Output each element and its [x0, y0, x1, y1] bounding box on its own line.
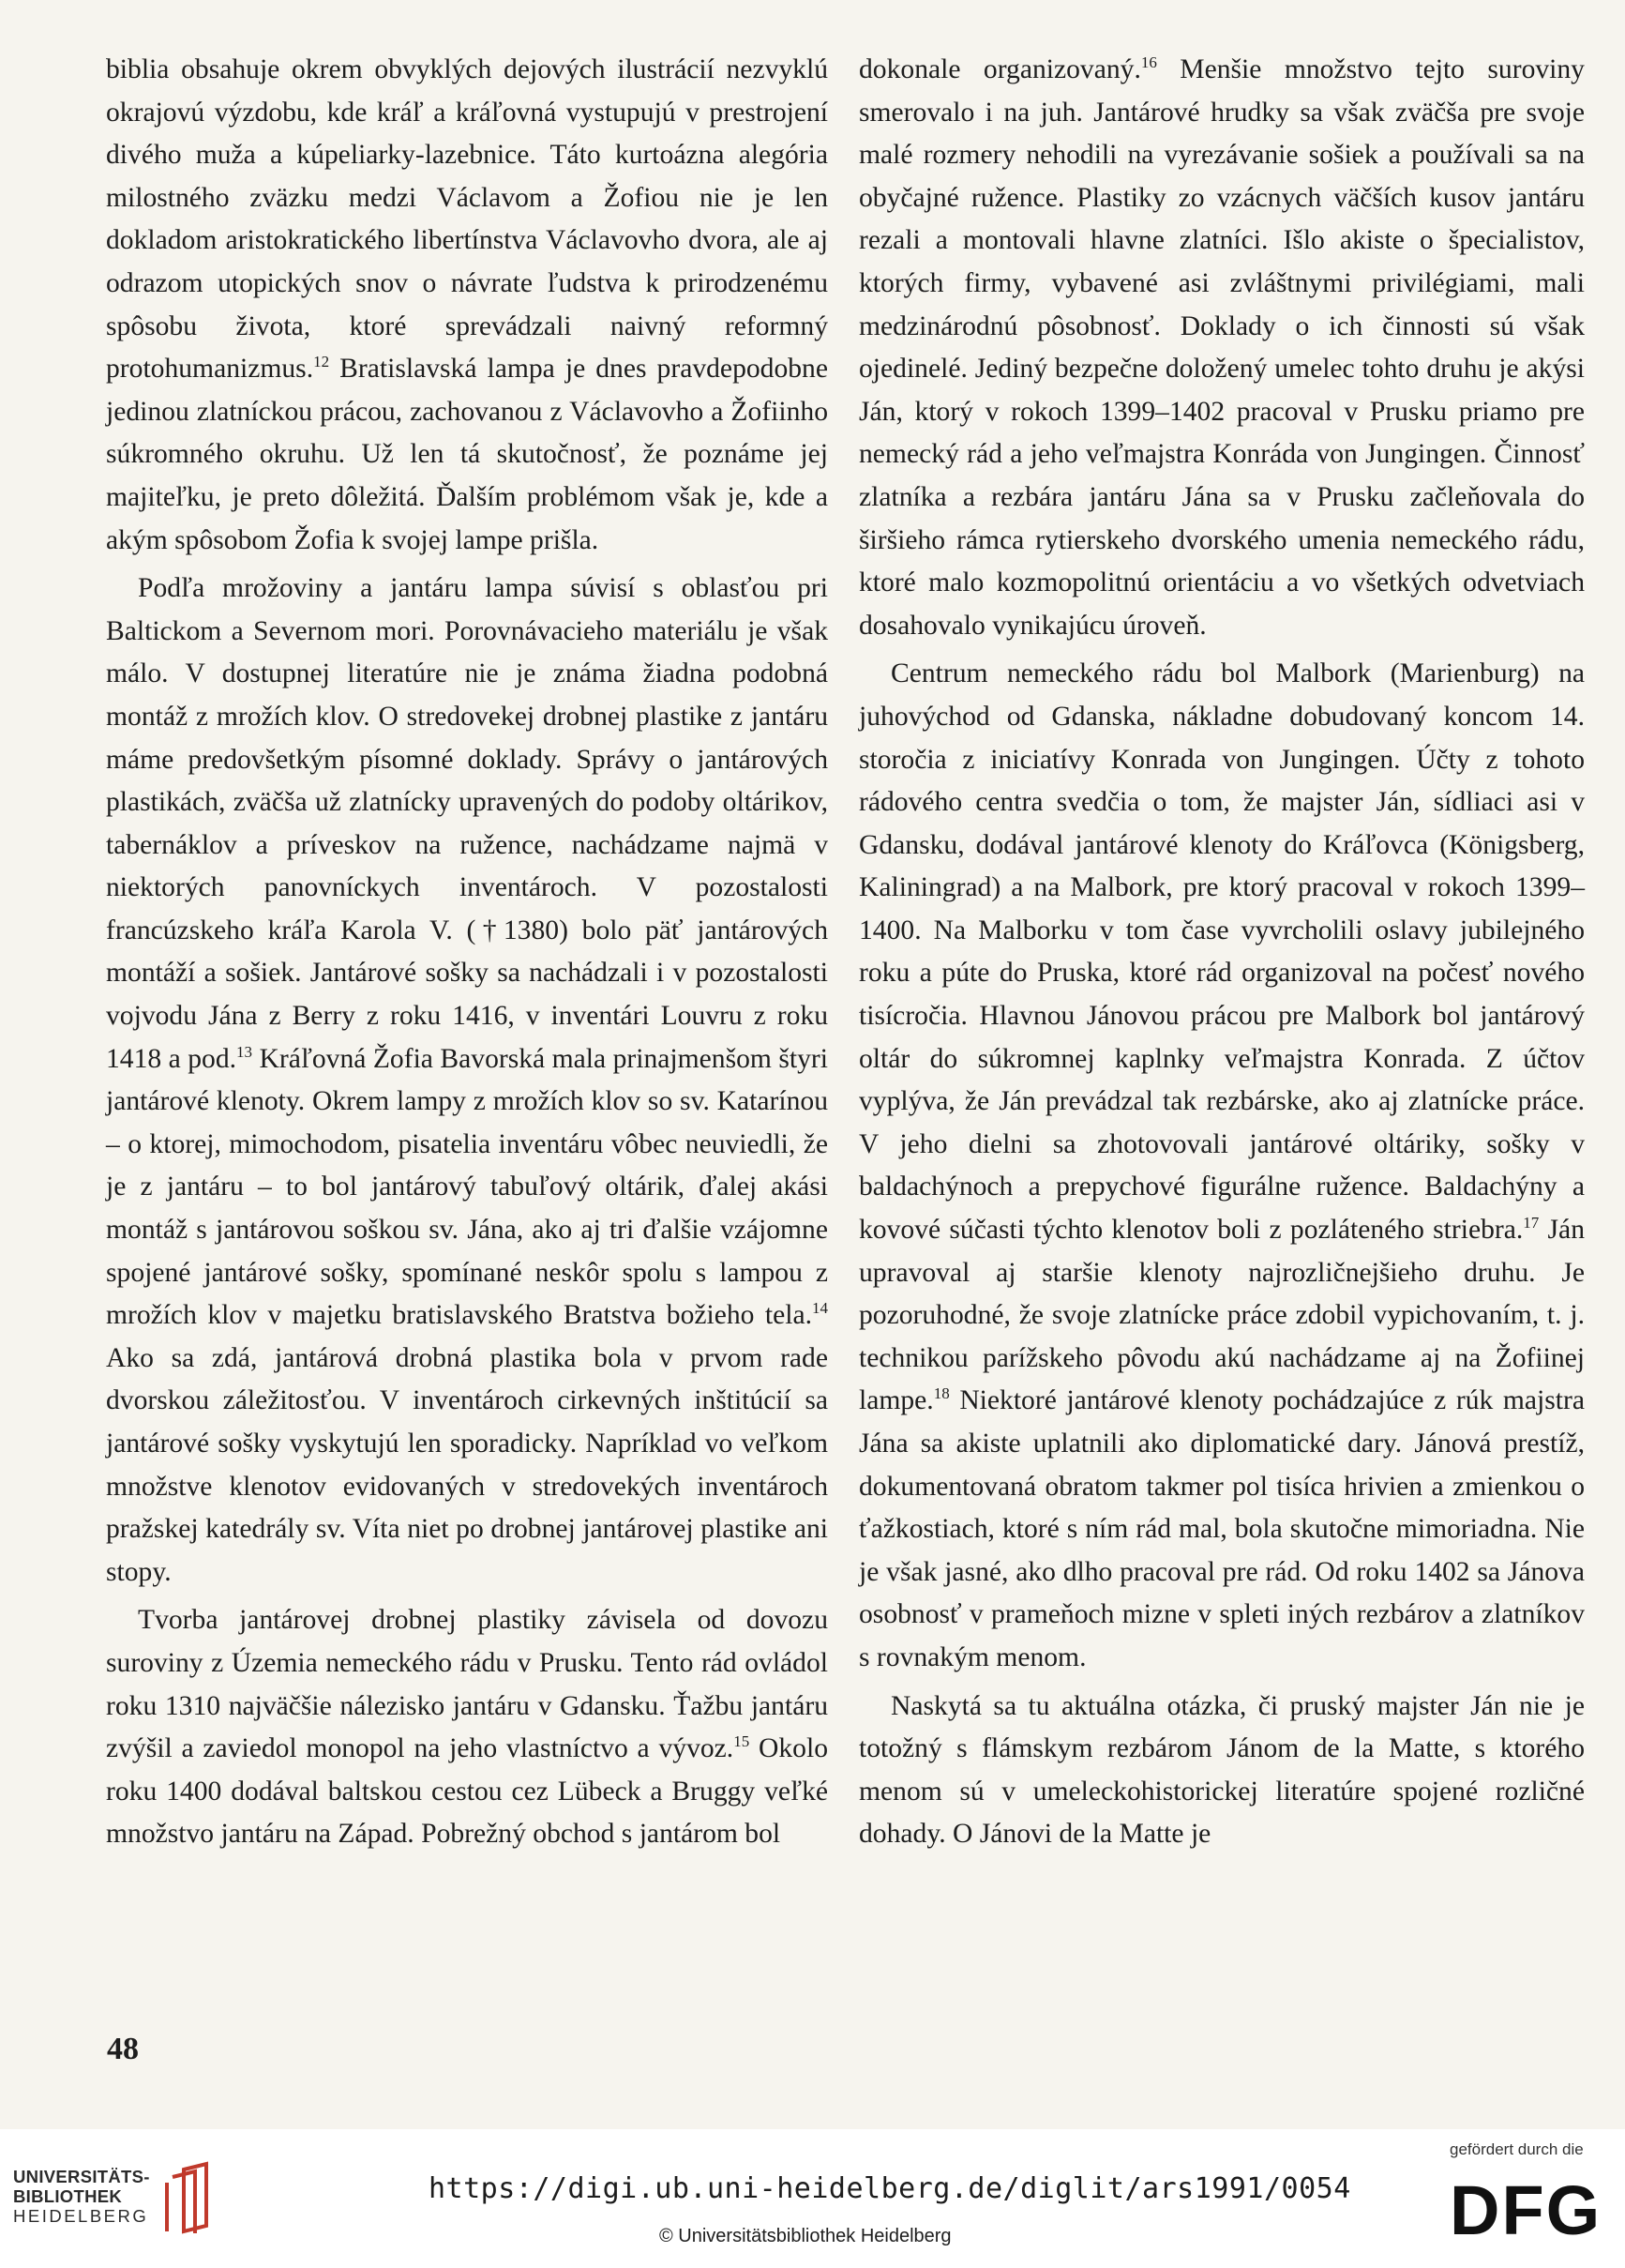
text-run: Menšie množstvo tejto suroviny smerovalo i na juh. Jantárové hrudky sa však zväčša pre svoje malé rozmery nehodili na vyrezávanie sošiek a používali sa na obyčajné ružence. Plastiky zo vzácnych väčších kusov jantáru rezali a montovali hlavne zlatníci. Išlo akiste o špecialistov, ktorých firmy, vybavené asi zvláštnymi privilégiami, mali medzinárodnú pôsobnosť. Doklady o ich činnosti sú však ojedinelé. Jediný bezpečne doložený umelec tohto druhu je akýsi Ján, ktorý v rokoch 1399–1402 pracoval v Prusku priamo pre nemecký rád a jeho veľmajstra Konráda von Jungingen. Činnosť zlatníka a rezbára jantáru Jána sa v Prusku začleňovala do širšieho rámca rytierskeho dvorského umenia nemeckého rádu, ktoré malo kozmopolitnú orientáciu a vo všetkých odvetviach dosahovalo vynikajúcu úroveň.: [859, 54, 1585, 641]
text-run: biblia obsahuje okrem obvyklých dejových ilustrácií nezvyklú okrajovú výzdobu, kde kráľ a kráľovná vystupujú v prestrojení divého muža a kúpeliarky-lazebnice. Táto kurtoázna alegória milostného zväzku medzi Václavom a Žofiou nie je len dokladom aristokratického libertínstva Václavovho dvora, ale aj odrazom utopických snov o návrate ľudstva k prirodzenému spôsobu života, ktoré sprevádzali naivný reformný protohumanizmus.: [106, 54, 828, 385]
paragraph: [859, 49, 1585, 647]
text-run: Ján upravoval aj staršie klenoty najrozličnejšieho druhu. Je pozoruhodné, že svoje zlatnícke práce zdobil vypichovaním, t. j. technikou parížskeho pôvodu akú nachádzame aj na Žofiinej lampe.: [859, 1215, 1585, 1416]
library-name[interactable]: [13, 2167, 150, 2226]
footnote-ref: 14: [812, 1299, 828, 1318]
left-column: [106, 49, 828, 1856]
library-name-line: BIBLIOTHEK: [13, 2186, 123, 2206]
paragraph: [106, 567, 828, 1594]
paragraph: [106, 49, 828, 562]
text-run: Niektoré jantárové klenoty pochádzajúce z rúk majstra Jána sa akiste uplatnili ako diplomatické dary. Jánová prestíž, dokumentovaná obratom takmer pol tisíca hrivien a zmienkou o ťažkostiach, ktoré s ním rád mal, bola skutočne mimoriadna. Nie je však jasné, ako dlho pracoval pre rád. Od roku 1402 sa Jánova osobnosť v prameňoch mizne v spleti iných rezbárov a zlatníkov s rovnakým menom.: [859, 1385, 1585, 1672]
footnote-ref: 15: [733, 1732, 750, 1751]
text-run: dokonale organizovaný.: [859, 54, 1141, 84]
paragraph: [859, 653, 1585, 1679]
text-run: Kráľovná Žofia Bavorská mala prinajmenšom štyri jantárové klenoty. Okrem lampy z mrožích klov so sv. Katarínou – o ktorej, mimochodom, pisatelia inventáru vôbec neuviedli, že je z jantáru – to bol jantárový tabuľový oltárik, ďalej akási montáž s jantárovou soškou sv. Jána, ako aj tri ďalšie vzájomne spojené jantárové sošky, spomínané neskôr spolu s lampou z mrožích klov v majetku bratislavského Bratstva božieho tela.: [106, 1043, 828, 1331]
text-run: Ako sa zdá, jantárová drobná plastika bola v prvom rade dvorskou záležitosťou. V inventároch cirkevných inštitúcií sa jantárové sošky vyskytujú len sporadicky. Napríklad vo veľkom množstve klenotov evidovaných v stredovekých inventároch pražskej katedrály sv. Víta niet po drobnej jantárovej plastike ani stopy.: [106, 1342, 828, 1587]
copyright-notice: © Universitätsbibliothek Heidelberg: [659, 2226, 952, 2246]
text-run: Bratislavská lampa je dnes pravdepodobne jedinou zlatníckou prácou, zachovanou z Václavovho a Žofiinho súkromného okruhu. Už len tá skutočnosť, že poznáme jej majiteľku, je preto dôležitá. Ďalším problémom však je, kde a akým spôsobom Žofia k svojej lampe prišla.: [106, 354, 828, 555]
footnote-ref: 12: [313, 353, 330, 371]
text-run: Podľa mrožoviny a jantáru lampa súvisí s oblasťou pri Baltickom a Severnom mori. Porovnávacieho materiálu je však málo. V dostupnej literatúre nie je známa žiadna podobná montáž z mrožích klov. O stredovekej drobnej plastike z jantáru máme predovšetkým písomné doklady. Správy o jantárových plastikách, zväčša už zlatnícky upravených do podoby oltárikov, tabernáklov a príveskov na ružence, nachádzame najmä v niektorých panovníckych inventároch. V pozostalosti francúzskeho kráľa Karola V. (†1380) bolo päť jantárových montáží a sošiek. Jantárové sošky sa nachádzali i v pozostalosti vojvodu Jána z Berry z roku 1416, v inventári Louvru z roku 1418 a pod.: [106, 573, 828, 1074]
page-number: 48: [107, 2032, 139, 2066]
paragraph: [106, 1599, 828, 1856]
paragraph: [859, 1686, 1585, 1856]
dfg-logo[interactable]: DFG: [1450, 2171, 1602, 2249]
text-run: Okolo roku 1400 dodával baltskou cestou cez Lübeck a Bruggy veľké množstvo jantáru na Západ. Pobrežný obchod s jantárom bol: [106, 1733, 828, 1850]
library-name-line: HEIDELBERG: [13, 2206, 149, 2226]
text-run: Naskytá sa tu aktuálna otázka, či pruský majster Ján nie je totožný s flámskym rezbárom Jánom de la Matte, s ktorého menom sú v umeleckohistorickej literatúre spojené rozličné dohady. O Jánovi de la Matte je: [859, 1690, 1585, 1850]
footnote-ref: 13: [236, 1042, 253, 1061]
document-url-link[interactable]: https://digi.ub.uni-heidelberg.de/diglit/ars1991/0054: [429, 2172, 1351, 2205]
library-name-line: UNIVERSITÄTS-: [13, 2167, 150, 2186]
footnote-ref: 18: [933, 1384, 950, 1403]
footnote-ref: 17: [1523, 1214, 1540, 1232]
dfg-caption: gefördert durch die: [1450, 2140, 1584, 2158]
text-run: Tvorba jantárovej drobnej plastiky závisela od dovozu suroviny z Územia nemeckého rádu v Prusku. Tento rád ovládol roku 1310 najväčšie nálezisko jantáru v Gdansku. Ťažbu jantáru zvýšil a zaviedol monopol na jeho vlastníctvo a vývoz.: [106, 1605, 828, 1764]
right-column: [859, 49, 1585, 1856]
footnote-ref: 16: [1140, 53, 1157, 71]
library-logo-icon: [163, 2160, 225, 2235]
text-run: Centrum nemeckého rádu bol Malbork (Marienburg) na juhovýchod od Gdanska, nákladne dobudovaný koncom 14. storočia z iniciatívy Konrada von Jungingen. Účty z tohoto rádového centra svedčia o tom, že majster Ján, sídliaci asi v Gdansku, dodával jantárové klenoty do Kráľovca (Königsberg, Kaliningrad) a na Malbork, pre ktorý pracoval v rokoch 1399–1400. Na Malborku v tom čase vyvrcholili oslavy jubilejného roku a púte do Pruska, ktoré rád organizoval na počesť nového tisícročia. Hlavnou Jánovou prácou pre Malbork bol jantárový oltár do súkromnej kaplnky veľmajstra Konrada. Z účtov vyplýva, že Ján prevádzal tak rezbárske, ako aj zlatnícke práce. V jeho dielni sa zhotovovali jantárové oltáriky, sošky v baldachýnoch a prepychové figurálne ružence. Baldachýny a kovové súčasti týchto klenotov boli z pozláteného striebra.: [859, 658, 1585, 1246]
